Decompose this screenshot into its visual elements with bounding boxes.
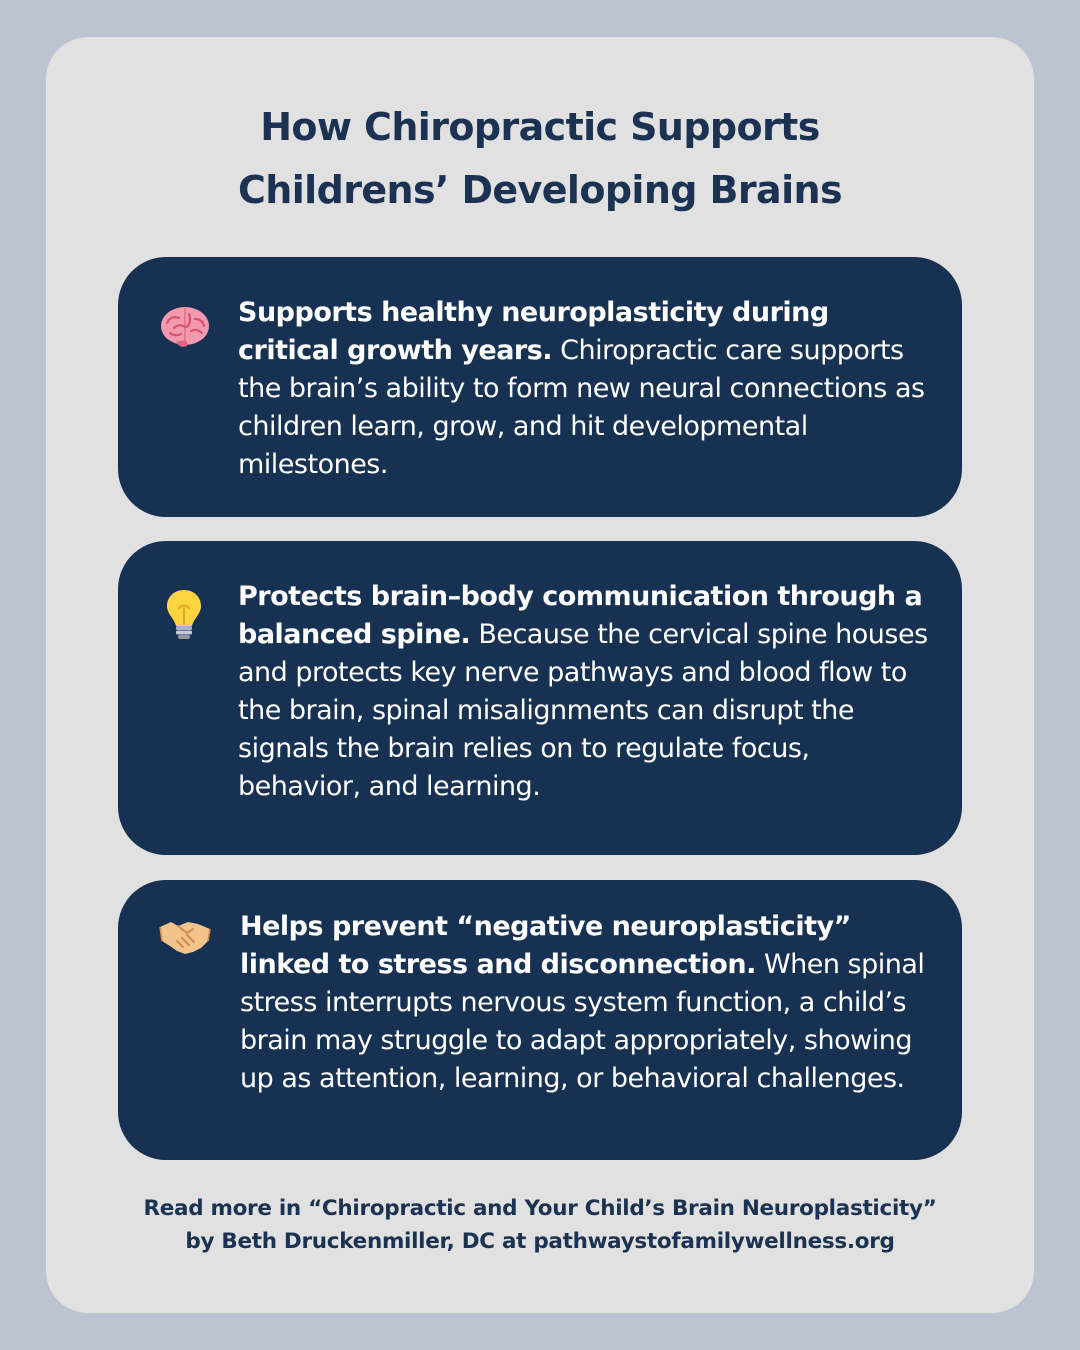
source-citation bbox=[0, 1192, 1080, 1258]
page-title-line-2: Childrens’ Developing Brains bbox=[238, 168, 842, 212]
benefit-card-negative-neuroplasticity bbox=[118, 880, 962, 1160]
brain-icon bbox=[158, 301, 212, 355]
citation-line-1: Read more in “Chiropractic and Your Child’s Brain Neuroplasticity” bbox=[143, 1196, 937, 1221]
benefit-body: Because the cervical spine houses and protects key nerve pathways and blood flow to the brain, spinal misalignments can disrupt the signals the brain relies on to regulate focus, behavior, and learning. bbox=[238, 619, 928, 802]
citation-line-2: by Beth Druckenmiller, DC at pathwaystofamilywellness.org bbox=[185, 1229, 895, 1254]
benefit-body: When spinal stress interrupts nervous system function, a child’s brain may struggle to adapt appropriately, showing up as attention, learning, or behavioral challenges. bbox=[240, 949, 925, 1094]
benefit-heading: Protects brain–body communication through a balanced spine. bbox=[238, 581, 923, 650]
page-title-line-1: How Chiropractic Supports bbox=[260, 105, 820, 149]
light-bulb-icon bbox=[158, 587, 212, 641]
benefit-body: Chiropractic care supports the brain’s ability to form new neural connections as children learn, grow, and hit developmental milestones. bbox=[238, 335, 925, 480]
benefit-text bbox=[240, 908, 930, 1098]
benefit-card-neuroplasticity bbox=[118, 257, 962, 517]
benefit-text bbox=[238, 578, 928, 806]
page-title bbox=[0, 96, 1080, 222]
benefit-text bbox=[238, 294, 928, 484]
benefit-heading: Supports healthy neuroplasticity during critical growth years. bbox=[238, 297, 829, 366]
handshake-icon bbox=[158, 910, 212, 964]
benefit-heading: Helps prevent “negative neuroplasticity” linked to stress and disconnection. bbox=[240, 911, 851, 980]
benefit-card-brain-body-communication bbox=[118, 541, 962, 855]
